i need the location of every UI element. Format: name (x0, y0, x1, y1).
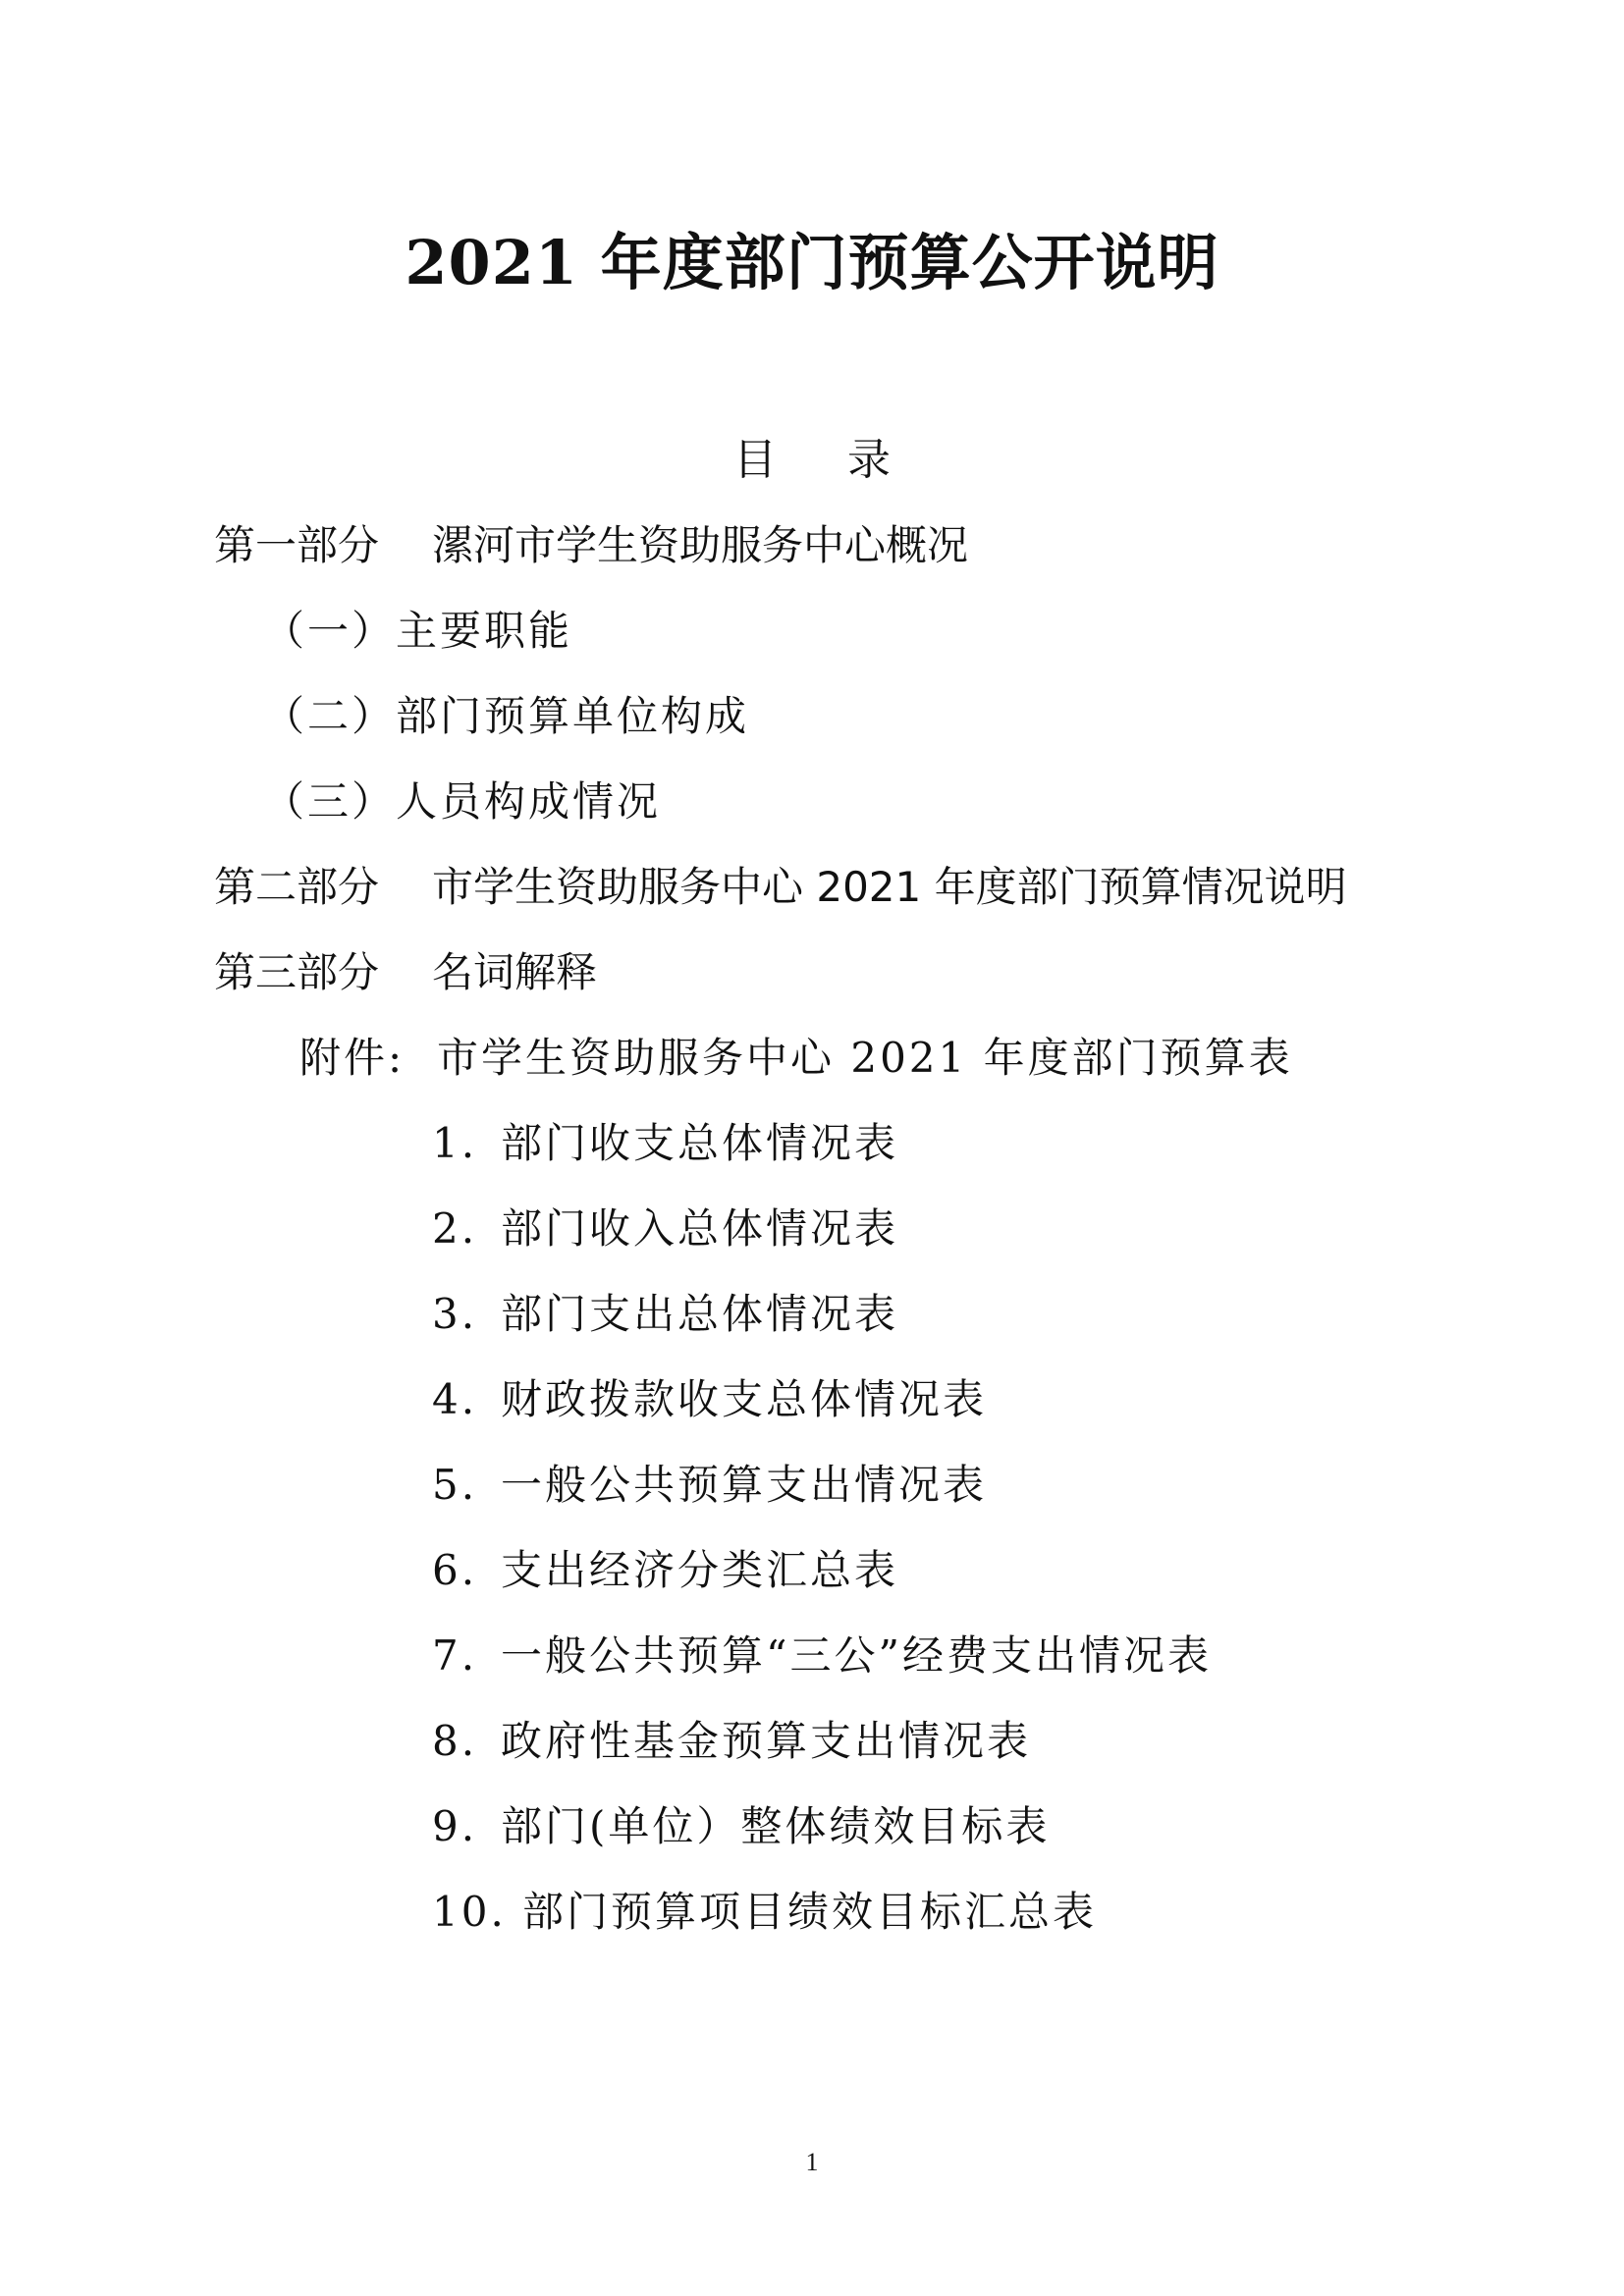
item-text: 一般公共预算支出情况表 (501, 1461, 988, 1509)
toc-subsection: （一）主要职能 (263, 607, 573, 655)
attachment-item (432, 1880, 1097, 1939)
part-label: 第一部分 (214, 521, 380, 569)
toc-heading-char: 目 (733, 435, 777, 485)
part-label: 第三部分 (214, 948, 380, 996)
attachment-item (432, 1709, 1031, 1768)
item-number: 4. (432, 1375, 478, 1423)
document-title: 2021 年度部门预算公开说明 (405, 227, 1219, 298)
item-text: 部门收入总体情况表 (501, 1204, 899, 1253)
toc-subsection: （二）部门预算单位构成 (263, 692, 750, 740)
item-number: 5. (432, 1461, 478, 1509)
item-text: 政府性基金预算支出情况表 (501, 1717, 1032, 1765)
item-number: 8. (432, 1717, 478, 1765)
item-text: 支出经济分类汇总表 (501, 1546, 899, 1594)
toc-attachment (299, 1026, 1293, 1085)
item-text: 部门收支总体情况表 (501, 1119, 899, 1167)
attachment-item (432, 1282, 898, 1341)
attachment-item (432, 1453, 987, 1512)
item-number: 10. (432, 1888, 507, 1936)
item-text: 财政拨款收支总体情况表 (501, 1375, 988, 1423)
attachment-item (432, 1367, 987, 1426)
attachment-item (432, 1624, 1212, 1682)
item-text: 部门预算项目绩效目标汇总表 (522, 1888, 1098, 1936)
item-number: 1. (432, 1119, 478, 1167)
toc-heading-char: 录 (847, 435, 891, 485)
toc-subsection: （三）人员构成情况 (263, 777, 662, 826)
toc-heading (0, 424, 1624, 487)
item-text: 部门支出总体情况表 (501, 1290, 899, 1338)
toc-part-1 (214, 513, 968, 572)
part-text: 名词解释 (432, 948, 598, 996)
attachment-item (432, 1538, 898, 1597)
part-text: 漯河市学生资助服务中心概况 (432, 521, 969, 569)
item-number: 7. (432, 1631, 478, 1680)
page-number: 1 (805, 2148, 819, 2176)
item-text: 一般公共预算“三公”经费支出情况表 (501, 1631, 1212, 1680)
part-text: 市学生资助服务中心 2021 年度部门预算情况说明 (432, 863, 1347, 911)
item-number: 3. (432, 1290, 478, 1338)
item-number: 9. (432, 1802, 478, 1850)
toc-part-2 (214, 855, 1347, 914)
attachment-item (432, 1111, 898, 1170)
attachment-item (432, 1794, 1050, 1853)
part-label: 第二部分 (214, 863, 380, 911)
toc-part-3 (214, 940, 597, 999)
attachment-text: 市学生资助服务中心 2021 年度部门预算表 (437, 1034, 1293, 1082)
item-text: 部门(单位）整体绩效目标表 (501, 1802, 1051, 1850)
attachment-label: 附件: (299, 1034, 406, 1082)
item-number: 6. (432, 1546, 478, 1594)
attachment-item (432, 1197, 898, 1255)
item-number: 2. (432, 1204, 478, 1253)
